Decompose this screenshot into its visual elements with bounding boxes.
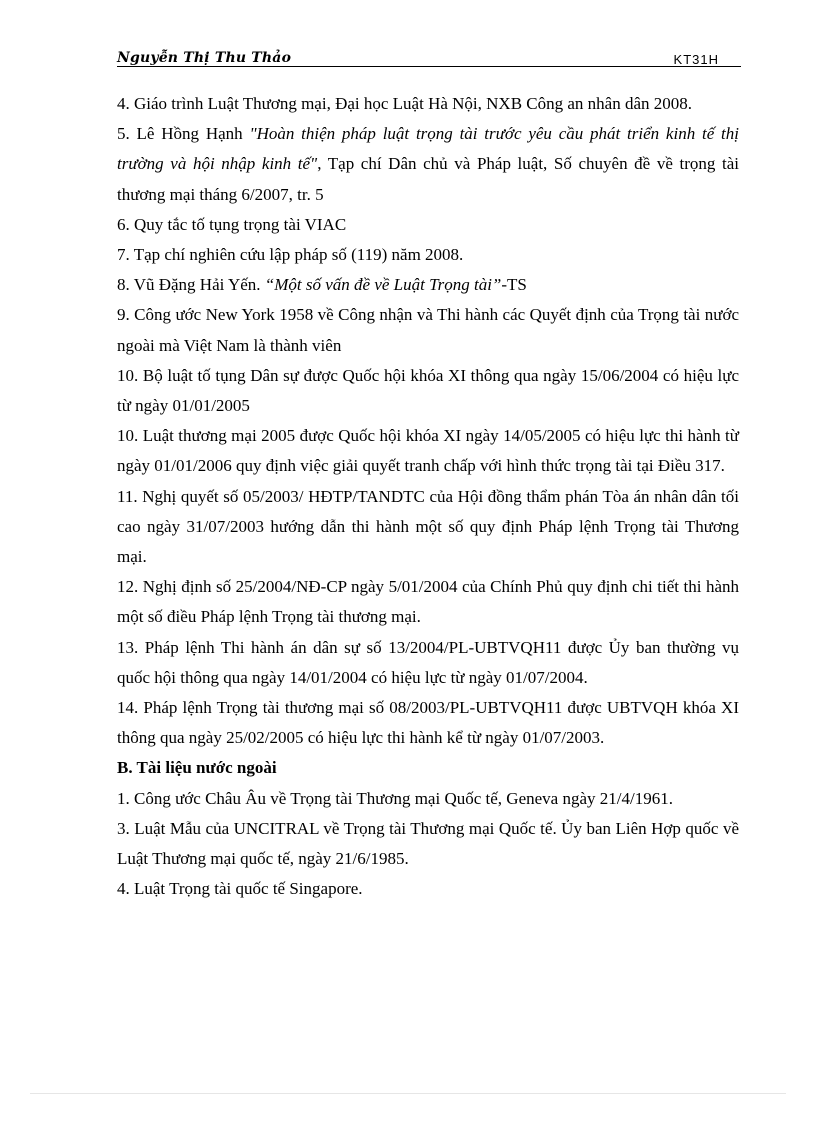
- reference-suffix: -TS: [501, 275, 527, 295]
- page-bottom-edge: [30, 1093, 786, 1094]
- header-code: KT31H: [673, 52, 719, 67]
- reference-item: 9. Công ước New York 1958 về Công nhận và Thi hành các Quyết định của Trọng tài nước ngoài mà Việt Nam là thành viên: [117, 305, 739, 355]
- foreign-reference-item: 1. Công ước Châu Âu về Trọng tài Thương mại Quốc tế, Geneva ngày 21/4/1961.: [117, 788, 673, 808]
- reference-prefix: 8. Vũ Đặng Hải Yến.: [117, 275, 265, 295]
- reference-title: “Một số vấn đề về Luật Trọng tài”: [264, 275, 502, 295]
- section-b-title: B. Tài liệu nước ngoài: [117, 758, 277, 778]
- reference-item: 4. Giáo trình Luật Thương mại, Đại học Luật Hà Nội, NXB Công an nhân dân 2008.: [117, 94, 693, 113]
- header-author: Nguyễn Thị Thu Thảo: [117, 50, 292, 66]
- reference-item: 12. Nghị định số 25/2004/NĐ-CP ngày 5/01/2004 của Chính Phủ quy định chi tiết thi hành một số điều Pháp lệnh Trọng tài thương mại.: [117, 577, 739, 627]
- reference-item: 14. Pháp lệnh Trọng tài thương mại số 08/2003/PL-UBTVQH11 được UBTVQH khóa XI thông qua ngày 25/02/2005 có hiệu lực thi hành kể từ ngày 01/07/2003.: [117, 698, 739, 748]
- reference-list: [117, 89, 739, 904]
- page-header: [117, 50, 741, 70]
- header-rule: [117, 66, 741, 67]
- foreign-reference-item: 3. Luật Mẫu của UNCITRAL về Trọng tài Thương mại Quốc tế. Ủy ban Liên Hợp quốc về Luật Thương mại quốc tế, ngày 21/6/1985.: [117, 818, 739, 869]
- reference-item: 11. Nghị quyết số 05/2003/ HĐTP/TANDTC của Hội đồng thẩm phán Tòa án nhân dân tối cao ngày 31/07/2003 hướng dẫn thi hành một số quy định Pháp lệnh Trọng tài Thương mại.: [117, 486, 739, 567]
- reference-item: [117, 270, 739, 300]
- foreign-reference-item: 4. Luật Trọng tài quốc tế Singapore.: [117, 879, 363, 899]
- reference-item: 10. Luật thương mại 2005 được Quốc hội khóa XI ngày 14/05/2005 có hiệu lực thi hành từ ngày 01/01/2006 quy định việc giải quyết tranh chấp với hình thức trọng tài tại Điều 317.: [117, 426, 739, 476]
- reference-item: 7. Tạp chí nghiên cứu lập pháp số (119) năm 2008.: [117, 245, 464, 265]
- reference-item: [117, 119, 739, 210]
- reference-prefix: 5. Lê Hồng Hạnh: [117, 124, 250, 144]
- reference-item: 13. Pháp lệnh Thi hành án dân sự số 13/2004/PL-UBTVQH11 được Ủy ban thường vụ quốc hội thông qua ngày 14/01/2004 có hiệu lực từ ngày 01/07/2004.: [117, 637, 739, 687]
- reference-item: 10. Bộ luật tố tụng Dân sự được Quốc hội khóa XI thông qua ngày 15/06/2004 có hiệu lực từ ngày 01/01/2005: [117, 365, 739, 416]
- reference-item: 6. Quy tắc tố tụng trọng tài VIAC: [117, 214, 347, 234]
- reference-suffix: , Tạp chí Dân chủ và Pháp luật, Số chuyên đề về trọng tài thương mại tháng 6/2007, tr. 5: [117, 154, 739, 204]
- reference-title: "Hoàn thiện pháp luật trọng tài trước yêu cầu phát triển kinh tế thị trường và hội nhập kinh tế": [117, 124, 739, 174]
